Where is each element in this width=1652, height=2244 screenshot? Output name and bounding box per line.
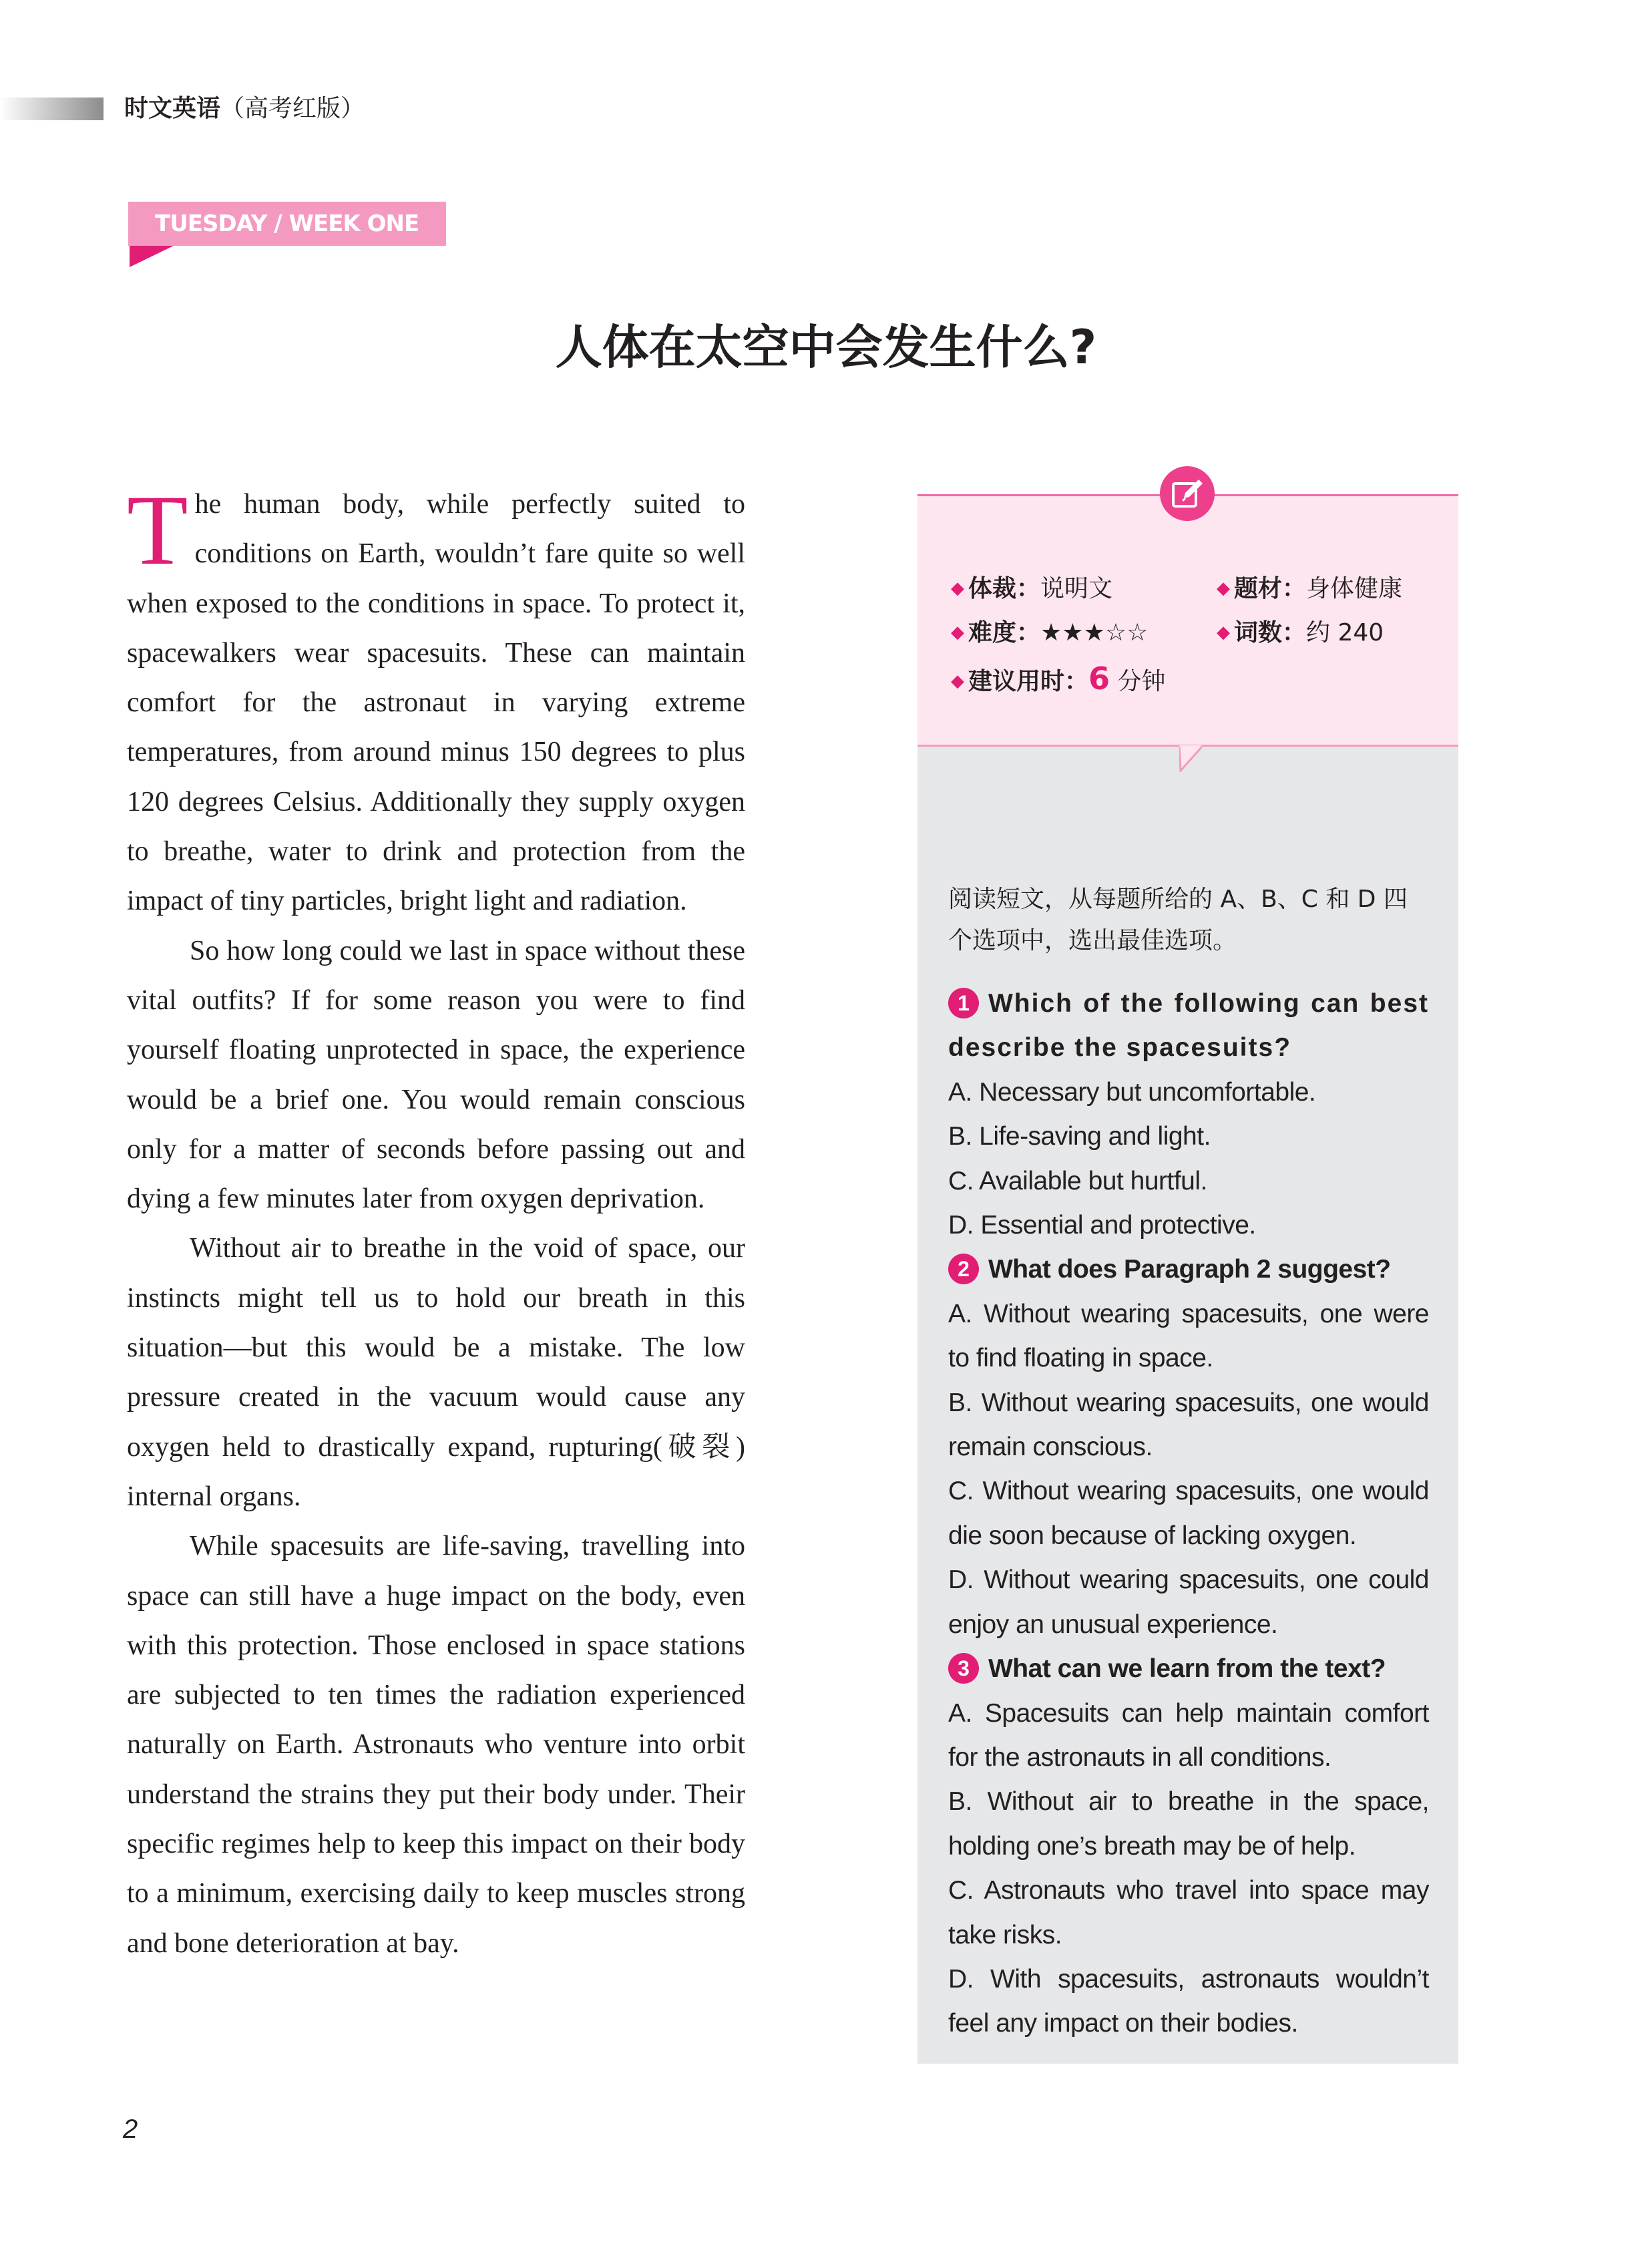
question-3-option-d: D. With spacesuits, astronauts wouldn’t feel any impact on their bodies. [948,1964,1429,2038]
question-1-option-a: A. Necessary but uncomfortable. [948,1077,1316,1107]
day-tag-fold [130,246,174,267]
diamond-bullet-icon: ◆ [951,622,964,642]
question-3-text [948,1647,1429,1691]
question-3-option-c: C. Astronauts who travel into space may take risks. [948,1876,1429,1949]
article-paragraph-4: While spacesuits are life-saving, travelling into space can still have a huge impact on the body, even with this protection. Those enclosed in space stations are subjected to ten times the radiation experienced naturally on Earth. Astronauts who venture into orbit understand the strains they put their body under. Their specific regimes help to keep this impact on their body to a minimum, exercising daily to keep muscles strong and bone deterioration at bay. [127,1531,745,1959]
question-2-stem: What does Paragraph 2 suggest? [988,1255,1391,1284]
diamond-bullet-icon: ◆ [951,578,964,598]
question-number-badge: 3 [948,1653,979,1684]
question-list [948,982,1429,2046]
genre-value: 说明文 [1040,575,1113,602]
question-1-stem: Which of the following can best describe the spacesuits? [948,989,1429,1063]
question-number-badge: 2 [948,1254,979,1284]
article-paragraph-2: So how long could we last in space without these vital outfits? If for some reason you were to find yourself floating unprotected in space, the experience would be a brief one. You would remain conscious only for a matter of seconds before passing out and dying a few minutes later from oxygen deprivation. [127,935,745,1215]
question-1 [948,982,1429,1248]
diamond-bullet-icon: ◆ [1217,578,1230,598]
word-count-label: 词数： [1234,619,1307,646]
question-1-option-b: B. Life-saving and light. [948,1122,1211,1151]
diamond-bullet-icon: ◆ [951,671,964,691]
genre-info [951,569,1112,611]
topic-info [1217,569,1402,611]
instructions: 阅读短文，从每题所给的 A、B、C 和 D 四个选项中，选出最佳选项。 [948,886,1408,954]
running-header [124,91,365,127]
word-count-value: 约 240 [1306,619,1384,646]
topic-value: 身体健康 [1306,575,1403,602]
page-number: 2 [123,2114,138,2144]
question-3-option-b: B. Without air to breathe in the space, holding one’s breath may be of help. [948,1787,1429,1861]
question-1-text [948,982,1429,1071]
difficulty-label: 难度： [968,619,1041,646]
difficulty-stars: ★★★☆☆ [1040,619,1149,646]
article-body [127,475,745,1968]
question-2-option-b: B. Without wearing spacesuits, one would remain conscious. [948,1388,1429,1462]
series-name: 时文英语 [124,95,221,122]
question-3-stem: What can we learn from the text? [988,1654,1386,1684]
time-label: 建议用时： [968,668,1089,695]
time-value: 6 [1088,661,1110,697]
question-number-badge: 1 [948,988,979,1018]
genre-label: 体裁： [968,575,1041,602]
paragraph-1-text: he human body, while perfectly suited to conditions on Earth, wouldn’t fare quite so well when exposed to the conditions in space. To protect it, spacewalkers wear spacesuits. These can maintain comfort for the astronaut in varying extreme temperatures, from around minus 150 degrees to plus 120 degrees Celsius. Additionally they supply oxygen to breathe, water to drink and protection from the impact of tiny particles, bright light and radiation. [127,489,745,917]
question-2 [948,1248,1429,1647]
article-paragraph-1 [127,475,745,926]
day-tag-label: TUESDAY / WEEK ONE [155,210,419,237]
question-3-option-a: A. Spacesuits can help maintain comfort for the astronauts in all conditions. [948,1698,1429,1772]
series-edition: （高考红版） [220,95,365,122]
time-info [951,659,1165,704]
question-2-option-a: A. Without wearing spacesuits, one were to find floating in space. [948,1299,1429,1373]
question-1-option-c: C. Available but hurtful. [948,1166,1207,1195]
article-paragraph-3: Without air to breathe in the void of space, our instincts might tell us to hold our breath in this situation—but this would be a mistake. The low pressure created in the vacuum would cause any oxygen held to drastically expand, rupturing(破裂) internal organs. [127,1233,745,1512]
word-count-info [1217,613,1384,655]
time-unit: 分钟 [1110,668,1166,695]
topic-label: 题材： [1234,575,1307,602]
info-box-pointer [1179,745,1202,772]
drop-cap: T [127,475,188,586]
edit-icon [1160,466,1215,521]
diamond-bullet-icon: ◆ [1217,622,1230,642]
page-title: 人体在太空中会发生什么? [555,320,1097,375]
question-1-option-d: D. Essential and protective. [948,1211,1256,1240]
question-2-option-c: C. Without wearing spacesuits, one would die soon because of lacking oxygen. [948,1477,1429,1550]
question-2-text [948,1248,1429,1292]
header-gradient-bar [0,98,104,120]
question-2-option-d: D. Without wearing spacesuits, one could enjoy an unusual experience. [948,1565,1429,1639]
difficulty-info [951,613,1148,655]
question-3 [948,1647,1429,2046]
